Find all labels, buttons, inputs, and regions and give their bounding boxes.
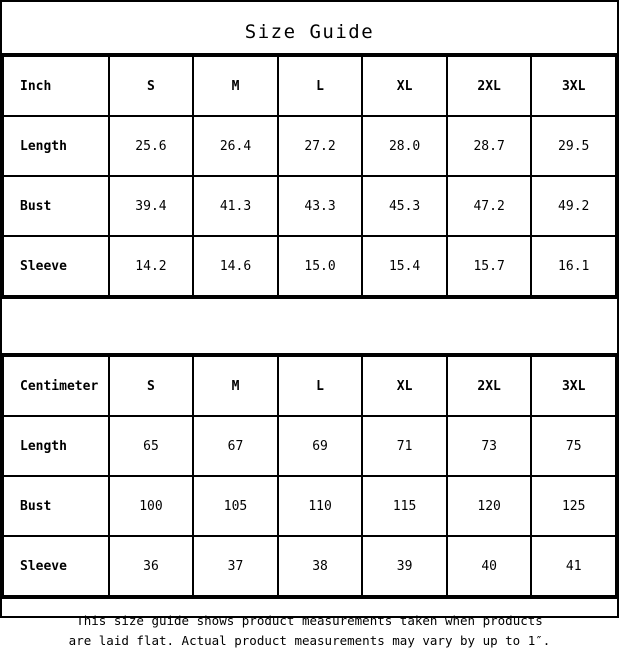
cell-sleeve-m: 14.6 <box>193 236 278 296</box>
cell-sleeve-xl: 39 <box>362 536 447 596</box>
cell-sleeve-3xl: 16.1 <box>531 236 616 296</box>
table-row <box>3 476 616 536</box>
cell-sleeve-xl: 15.4 <box>362 236 447 296</box>
column-header-m: M <box>193 56 278 116</box>
cell-length-2xl: 73 <box>447 416 532 476</box>
table-header-row <box>3 56 616 116</box>
cell-bust-2xl: 120 <box>447 476 532 536</box>
unit-label-centimeter: Centimeter <box>3 356 109 416</box>
page-title: Size Guide <box>244 21 375 43</box>
cell-sleeve-2xl: 15.7 <box>447 236 532 296</box>
unit-label-inch: Inch <box>3 56 109 116</box>
cell-sleeve-s: 14.2 <box>109 236 194 296</box>
row-label-bust: Bust <box>3 476 109 536</box>
row-label-length: Length <box>3 116 109 176</box>
cell-bust-3xl: 49.2 <box>531 176 616 236</box>
cell-sleeve-l: 38 <box>278 536 363 596</box>
cell-length-2xl: 28.7 <box>447 116 532 176</box>
cell-bust-3xl: 125 <box>531 476 616 536</box>
cell-length-xl: 28.0 <box>362 116 447 176</box>
row-label-length: Length <box>3 416 109 476</box>
column-header-2xl: 2XL <box>447 356 532 416</box>
cell-length-s: 65 <box>109 416 194 476</box>
cell-length-3xl: 29.5 <box>531 116 616 176</box>
cell-length-3xl: 75 <box>531 416 616 476</box>
table-row <box>3 236 616 296</box>
cell-sleeve-l: 15.0 <box>278 236 363 296</box>
cell-bust-l: 110 <box>278 476 363 536</box>
column-header-s: S <box>109 356 194 416</box>
table-spacer <box>2 299 617 353</box>
cell-bust-l: 43.3 <box>278 176 363 236</box>
row-label-bust: Bust <box>3 176 109 236</box>
inch-table-container <box>2 53 617 299</box>
column-header-m: M <box>193 356 278 416</box>
column-header-2xl: 2XL <box>447 56 532 116</box>
disclaimer-note <box>2 599 617 651</box>
cell-bust-2xl: 47.2 <box>447 176 532 236</box>
cell-length-m: 67 <box>193 416 278 476</box>
table-row <box>3 536 616 596</box>
cell-length-m: 26.4 <box>193 116 278 176</box>
row-label-sleeve: Sleeve <box>3 236 109 296</box>
cell-sleeve-s: 36 <box>109 536 194 596</box>
cell-bust-m: 105 <box>193 476 278 536</box>
column-header-l: L <box>278 56 363 116</box>
cell-bust-s: 100 <box>109 476 194 536</box>
column-header-l: L <box>278 356 363 416</box>
cell-bust-s: 39.4 <box>109 176 194 236</box>
centimeter-size-table <box>2 355 617 597</box>
table-row <box>3 416 616 476</box>
cell-bust-xl: 115 <box>362 476 447 536</box>
cell-sleeve-2xl: 40 <box>447 536 532 596</box>
cell-bust-xl: 45.3 <box>362 176 447 236</box>
centimeter-table-container <box>2 353 617 599</box>
column-header-xl: XL <box>362 56 447 116</box>
inch-size-table <box>2 55 617 297</box>
row-label-sleeve: Sleeve <box>3 536 109 596</box>
cell-length-s: 25.6 <box>109 116 194 176</box>
table-row <box>3 116 616 176</box>
disclaimer-line-1: This size guide shows product measurements taken when products <box>76 613 543 628</box>
disclaimer-line-2: are laid flat. Actual product measurements may vary by up to 1″. <box>68 633 551 648</box>
cell-bust-m: 41.3 <box>193 176 278 236</box>
table-header-row <box>3 356 616 416</box>
table-row <box>3 176 616 236</box>
column-header-3xl: 3XL <box>531 56 616 116</box>
cell-length-xl: 71 <box>362 416 447 476</box>
cell-length-l: 69 <box>278 416 363 476</box>
cell-sleeve-3xl: 41 <box>531 536 616 596</box>
column-header-s: S <box>109 56 194 116</box>
column-header-xl: XL <box>362 356 447 416</box>
column-header-3xl: 3XL <box>531 356 616 416</box>
cell-length-l: 27.2 <box>278 116 363 176</box>
cell-sleeve-m: 37 <box>193 536 278 596</box>
